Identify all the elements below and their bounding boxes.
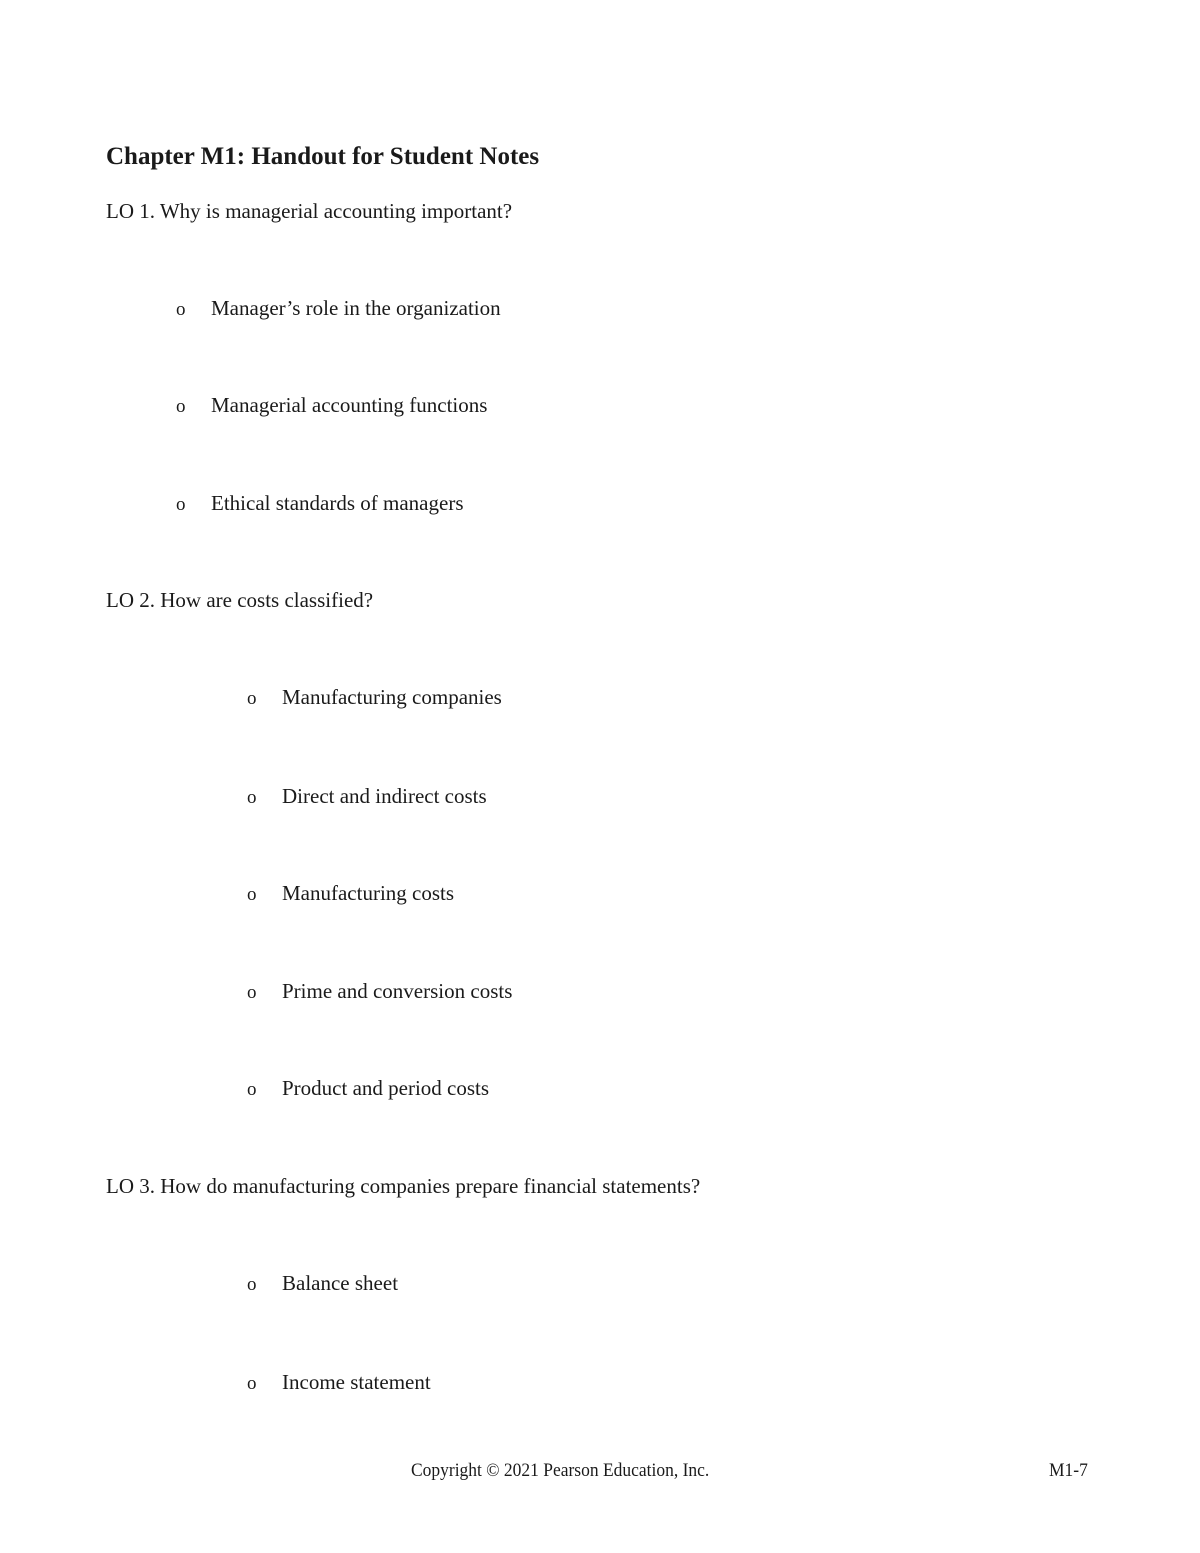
- list-item-text: Prime and conversion costs: [282, 979, 513, 1003]
- page-title: Chapter M1: Handout for Student Notes: [106, 143, 540, 170]
- bullet-marker: o: [247, 1079, 257, 1100]
- section-heading-lo3: LO 3. How do manufacturing companies prepare financial statements?: [106, 1174, 701, 1198]
- list-item: [247, 1271, 398, 1296]
- list-item: [247, 1370, 431, 1395]
- bullet-marker: o: [176, 494, 186, 515]
- list-item-text: Manufacturing costs: [282, 881, 455, 905]
- list-item: [176, 491, 464, 516]
- section-heading-lo1: LO 1. Why is managerial accounting important?: [106, 199, 513, 223]
- list-item: [247, 784, 487, 809]
- list-item: [247, 685, 502, 710]
- bullet-marker: o: [247, 1274, 257, 1295]
- page-number: M1-7: [1049, 1460, 1088, 1481]
- bullet-marker: o: [247, 884, 257, 905]
- section-heading-lo2: LO 2. How are costs classified?: [106, 588, 374, 612]
- list-item-text: Product and period costs: [282, 1076, 490, 1100]
- list-item: [247, 881, 454, 906]
- list-item: [247, 979, 512, 1004]
- list-item-text: Managerial accounting functions: [211, 393, 488, 417]
- list-item-text: Direct and indirect costs: [282, 784, 487, 808]
- list-item-text: Manufacturing companies: [282, 685, 502, 709]
- list-item: [176, 296, 501, 321]
- bullet-marker: o: [247, 688, 257, 709]
- bullet-marker: o: [176, 299, 186, 320]
- list-item-text: Ethical standards of managers: [211, 491, 464, 515]
- list-item-text: Manager’s role in the organization: [211, 296, 501, 320]
- bullet-marker: o: [247, 787, 257, 808]
- list-item: [176, 393, 487, 418]
- list-item-text: Balance sheet: [282, 1271, 399, 1295]
- list-item: [247, 1076, 489, 1101]
- list-item-text: Income statement: [282, 1370, 431, 1394]
- bullet-marker: o: [247, 1373, 257, 1394]
- bullet-marker: o: [176, 396, 186, 417]
- footer-copyright: Copyright © 2021 Pearson Education, Inc.: [411, 1460, 710, 1481]
- bullet-marker: o: [247, 982, 257, 1003]
